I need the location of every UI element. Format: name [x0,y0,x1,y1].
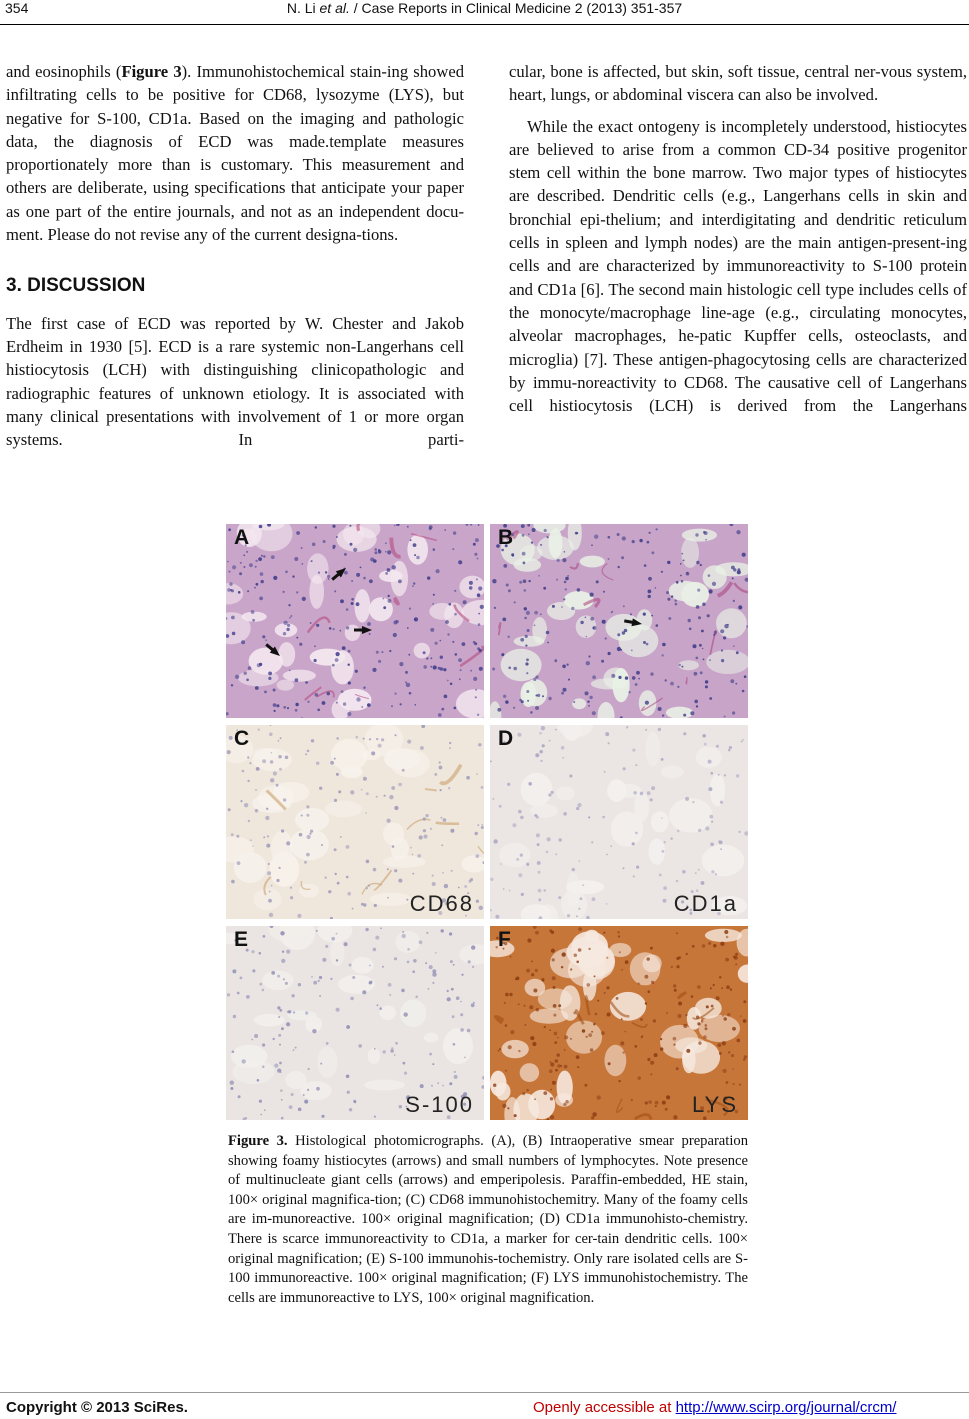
footer-rule [0,1392,969,1393]
micrograph-panel-f [490,926,748,1120]
text-run: and eosinophils ( [6,62,122,81]
micrograph-image [490,725,748,919]
micrograph-image [490,926,748,1120]
section-heading: 3. DISCUSSION [6,275,146,297]
panel-letter: B [498,526,514,549]
stain-label: LYS [692,1092,738,1117]
panel-letter: A [234,526,250,549]
running-head [0,0,969,16]
panel-letter: C [234,727,250,750]
panel-letter: E [234,928,249,951]
micrograph-panel-e [226,926,484,1120]
running-head-journal: / Case Reports in Clinical Medicine 2 (2013) 351-357 [349,0,683,16]
panel-letter: F [498,928,511,951]
figure-3 [226,524,748,1120]
page-number: 354 [5,0,29,16]
header-rule [0,24,969,25]
copyright: Copyright © 2013 SciRes. [6,1399,188,1416]
right-column [509,60,967,417]
micrograph-panel-b [490,524,748,718]
micrograph-panel-a [226,524,484,718]
caption-label: Figure 3. [228,1133,288,1149]
access-text: Openly accessible at [533,1399,676,1416]
figure-reference[interactable]: Figure 3 [121,62,182,81]
right-paragraph-1: cular, bone is affected, but skin, soft tissue, central ner-vous system, heart, lungs, or abdominal viscera can also be involved. [509,62,967,105]
stain-label: CD1a [673,891,738,916]
panel-letter: D [498,727,514,750]
stain-label: CD68 [409,891,474,916]
micrograph-image [226,926,484,1120]
micrograph-image [226,725,484,919]
micrograph-image [226,524,484,718]
caption-text: Histological photomicrographs. (A), (B) Intraoperative smear preparation showing foamy histiocytes (arrows) and small numbers of lymphocytes. Note presence of multinucleate giant cells (arrows) and emperipolesis. Paraffin-embedded, HE stain, 100× original magnifica-tion; (C) CD68 immunohistochemitry. Many of the foamy cells are im-munoreactive. 100× original magnification; (D) CD1a immunohisto-chemistry. There is scarce immunoreactivity to CD1a, a marker for cer-tain dendritic cells. 100× original magnification; (E) S-100 immunohis-tochemistry. Only rare isolated cells are S-100 immunoreactive. 100× original magnification; (F) LYS immunohistochemistry. The cells are immunoreactive to LYS, 100× original magnification. [228,1133,748,1306]
left-paragraph-1 [6,60,464,246]
right-paragraph-2: While the exact ontogeny is incompletely understood, histiocytes are believed to arise from a common CD-34 positive progenitor stem cell within the bone marrow. Two major types of histiocytes are described. Dendritic cells (e.g., Langerhans cells in skin and bronchial epi-thelium; and interdigitating and dendritic reticulum cells in spleen and lymph nodes) are the main antigen-present-ing cells and are characterized by immunoreactivity to S-100 protein and CD1a [6]. The second main histologic cell type includes cells of the monocyte/macrophage line-age (e.g., circulating monocytes, alveolar macrophages, he-patic Kupffer cells, osteoclasts, and microglia) [7]. These antigen-phagocytosing cells are characterized by immu-noreactivity to CD68. The causative cell of Langerhans cell histiocytosis (LCH) is derived from the Langerhans [509,116,967,416]
journal-link[interactable]: http://www.scirp.org/journal/crcm/ [675,1399,897,1416]
left-paragraph-2: The first case of ECD was reported by W. Chester and Jakob Erdheim in 1930 [5]. ECD is a rare systemic non-Langerhans cell histiocytosis (LCH) with distinguishing clinicopathologic and radiographic features of unknown etiology. It is associated with many clinical presentations with involvement of 1 or more organ systems. In parti- [6,313,464,450]
micrograph-panel-c [226,725,484,919]
running-head-etal: et al. [319,0,350,16]
running-head-authors: N. Li [286,0,320,16]
micrograph-image [490,524,748,718]
stain-label: S-100 [405,1092,474,1117]
text-run: ). Immunohistochemical stain-ing showed infiltrating cells to be positive for CD68, lysozyme (LYS), but negative for S-100, CD1a. Based on the imaging and pathologic data, the diagnosis of ECD was made.template measures proportionately more than is customary. This measurement and others are deliberate, using specifications that anticipate your paper as one part of the entire journals, and not as an independent docu-ment. Please do not revise any of the current designa-tions. [6,62,464,245]
micrograph-panel-d [490,725,748,919]
open-access-note [533,1399,896,1416]
left-column [6,60,464,451]
figure-caption [228,1132,748,1308]
